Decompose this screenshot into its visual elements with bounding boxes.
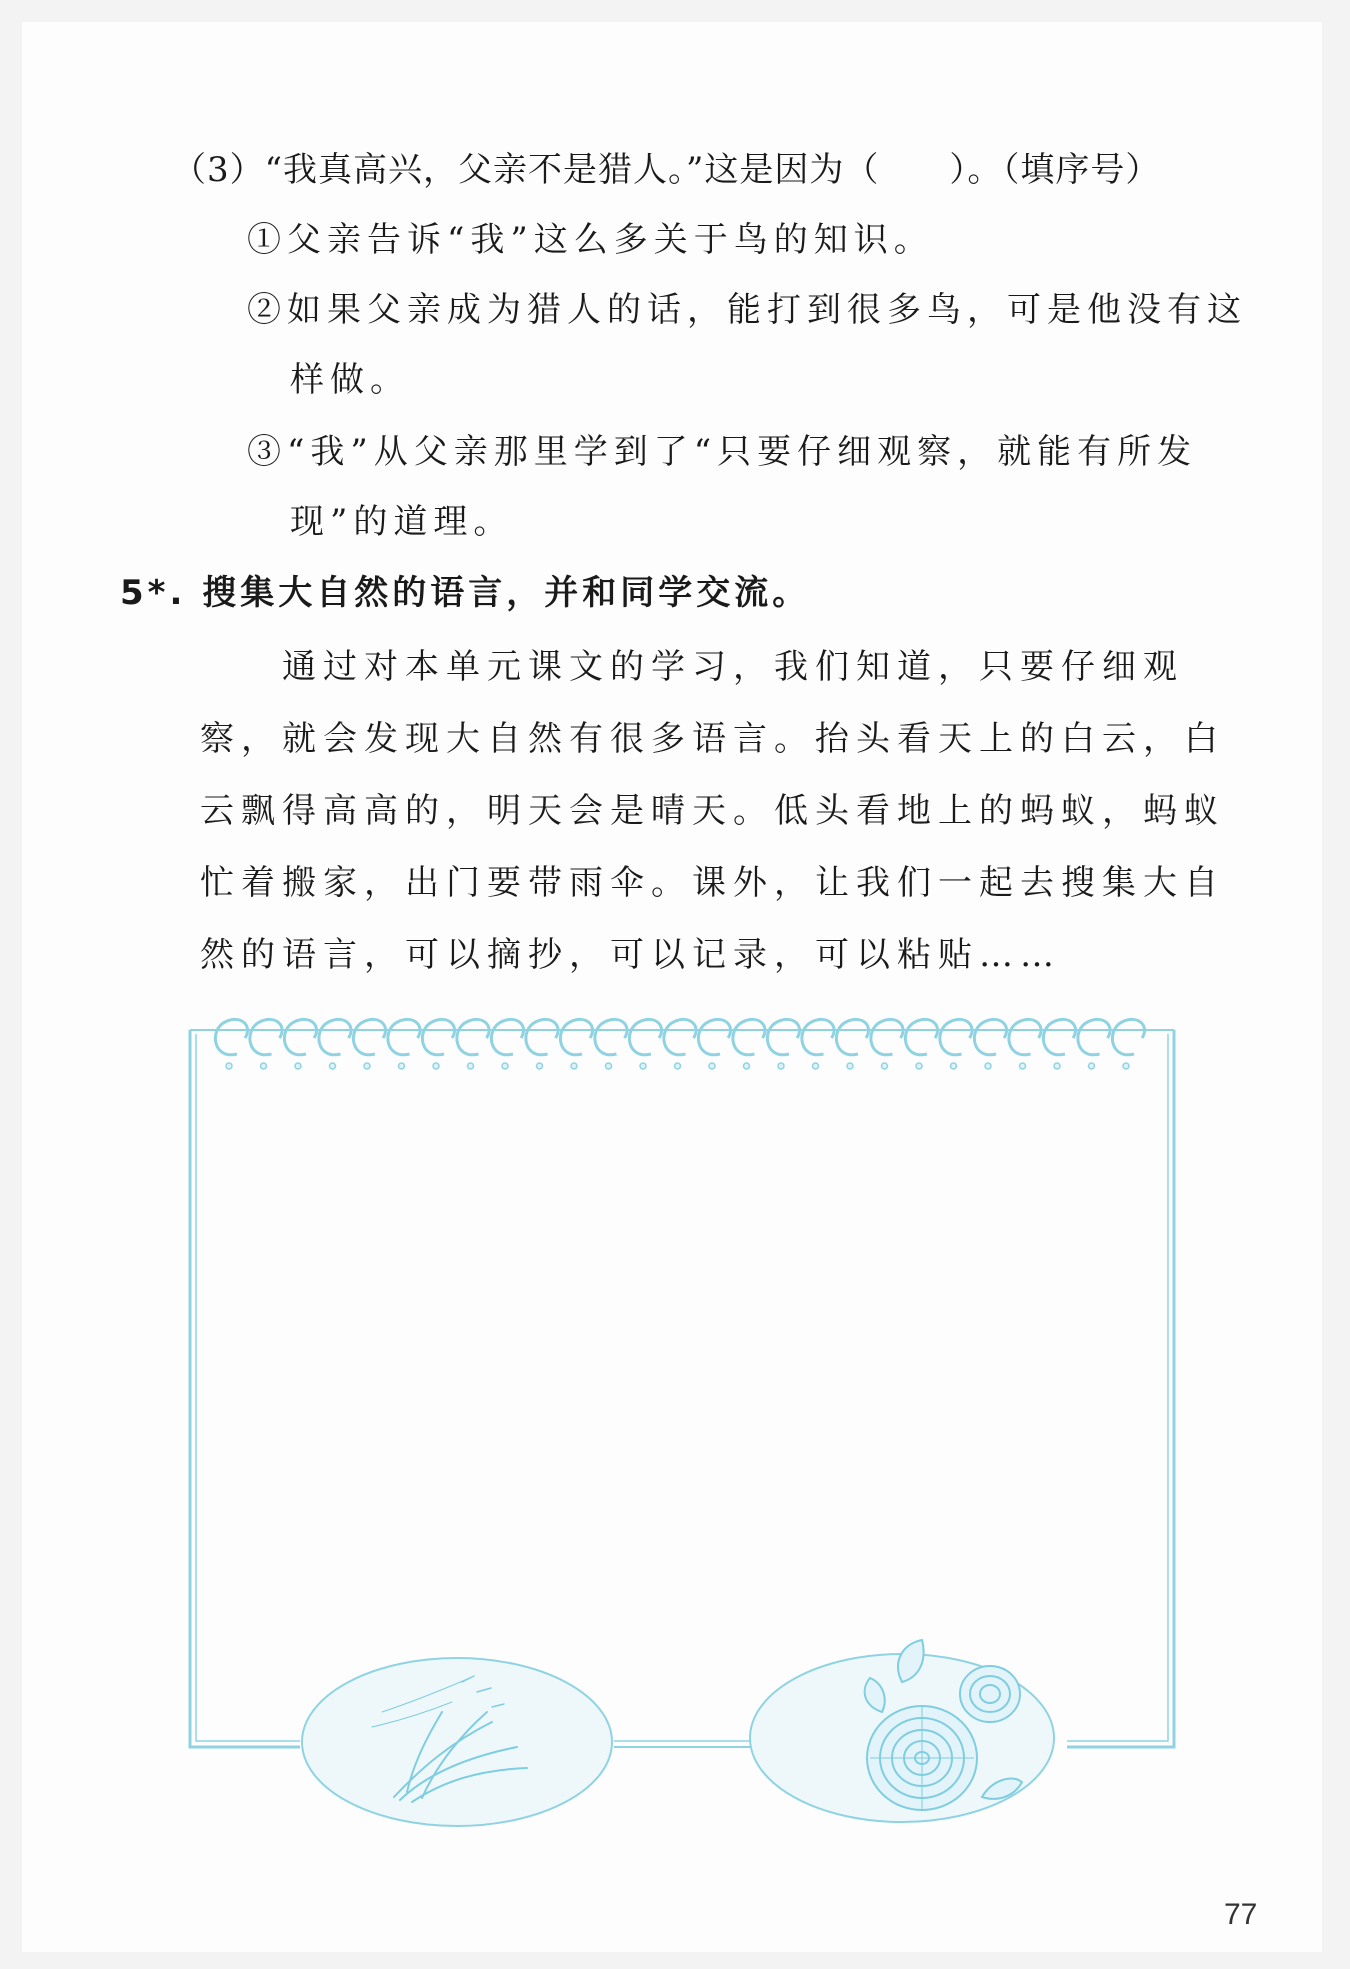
option-3-marker: ③ <box>247 432 287 472</box>
spiral-hole <box>295 1063 301 1069</box>
spiral-hole <box>675 1063 681 1069</box>
task-5-title: 5*. 搜集大自然的语言，并和同学交流。 <box>120 573 811 613</box>
spiral-ring <box>905 1019 937 1054</box>
spiral-ring <box>388 1019 420 1054</box>
task-5-paragraph-line-5: 然的语言，可以摘抄，可以记录，可以粘贴…… <box>200 935 1061 975</box>
spiral-hole <box>744 1063 750 1069</box>
option-3-text-line2: 现”的道理。 <box>290 502 514 542</box>
spiral-ring <box>836 1019 868 1054</box>
spiral-ring <box>319 1019 351 1054</box>
spiral-hole <box>882 1063 888 1069</box>
spiral-ring <box>457 1019 489 1054</box>
spiral-ring <box>284 1019 316 1054</box>
spiral-hole <box>226 1063 232 1069</box>
spiral-hole <box>261 1063 267 1069</box>
spiral-ring <box>733 1019 765 1054</box>
spiral-ring <box>629 1019 661 1054</box>
spiral-hole <box>813 1063 819 1069</box>
task-5-paragraph-line-3: 云飘得高高的，明天会是晴天。低头看地上的蚂蚁，蚂蚁 <box>200 791 1225 831</box>
workbook-page <box>22 22 1322 1952</box>
spiral-ring <box>215 1019 247 1054</box>
spiral-hole <box>640 1063 646 1069</box>
option-2-text-line1: 如果父亲成为猎人的话，能打到很多鸟，可是他没有这 <box>287 290 1247 330</box>
spiral-hole <box>330 1063 336 1069</box>
spiral-hole <box>537 1063 543 1069</box>
notebook-writing-area <box>22 22 1322 1952</box>
spiral-ring <box>664 1019 696 1054</box>
task-5-paragraph-line-4: 忙着搬家，出门要带雨伞。课外，让我们一起去搜集大自 <box>200 863 1225 903</box>
spiral-ring <box>940 1019 972 1054</box>
spiral-ring <box>353 1019 385 1054</box>
option-2-text-line2: 样做。 <box>290 360 410 400</box>
spiral-hole <box>606 1063 612 1069</box>
task-5-paragraph-line-2: 察，就会发现大自然有很多语言。抬头看天上的白云，白 <box>200 719 1225 759</box>
spiral-ring <box>871 1019 903 1054</box>
question-3-stem: （3）“我真高兴，父亲不是猎人。”这是因为（ ）。（填序号） <box>172 150 1161 190</box>
spiral-hole <box>1054 1063 1060 1069</box>
spiral-hole <box>847 1063 853 1069</box>
spiral-ring <box>1043 1019 1075 1054</box>
spiral-hole <box>468 1063 474 1069</box>
spiral-ring <box>595 1019 627 1054</box>
spiral-ring <box>560 1019 592 1054</box>
option-1-text: 父亲告诉“我”这么多关于鸟的知识。 <box>287 220 934 260</box>
notebook-frame <box>190 1030 1174 1747</box>
task-5-paragraph-line-1: 通过对本单元课文的学习，我们知道，只要仔细观 <box>282 647 1184 687</box>
spiral-hole <box>985 1063 991 1069</box>
spiral-ring <box>250 1019 282 1054</box>
spiral-ring <box>1078 1019 1110 1054</box>
page-number: 77 <box>1224 1898 1258 1931</box>
spiral-hole <box>571 1063 577 1069</box>
spiral-hole <box>951 1063 957 1069</box>
tree-ellipse <box>750 1640 1054 1822</box>
spiral-ring <box>491 1019 523 1054</box>
spiral-ring <box>802 1019 834 1054</box>
spiral-ring <box>767 1019 799 1054</box>
option-2-marker: ② <box>247 290 287 330</box>
spiral-ring <box>698 1019 730 1054</box>
spiral-hole <box>916 1063 922 1069</box>
spiral-hole <box>778 1063 784 1069</box>
grass-ellipse <box>302 1658 612 1826</box>
spiral-ring <box>526 1019 558 1054</box>
spiral-ring <box>1112 1019 1144 1054</box>
spiral-hole <box>433 1063 439 1069</box>
spiral-ring <box>1009 1019 1041 1054</box>
spiral-hole <box>709 1063 715 1069</box>
spiral-hole <box>1089 1063 1095 1069</box>
spiral-hole <box>364 1063 370 1069</box>
spiral-hole <box>1020 1063 1026 1069</box>
spiral-hole <box>1123 1063 1129 1069</box>
option-3-text-line1: “我”从父亲那里学到了“只要仔细观察，就能有所发 <box>287 432 1198 472</box>
spiral-ring <box>422 1019 454 1054</box>
spiral-hole <box>399 1063 405 1069</box>
spiral-rings-icon <box>215 1019 1144 1069</box>
spiral-ring <box>974 1019 1006 1054</box>
option-1-marker: ① <box>247 220 287 260</box>
spiral-hole <box>502 1063 508 1069</box>
